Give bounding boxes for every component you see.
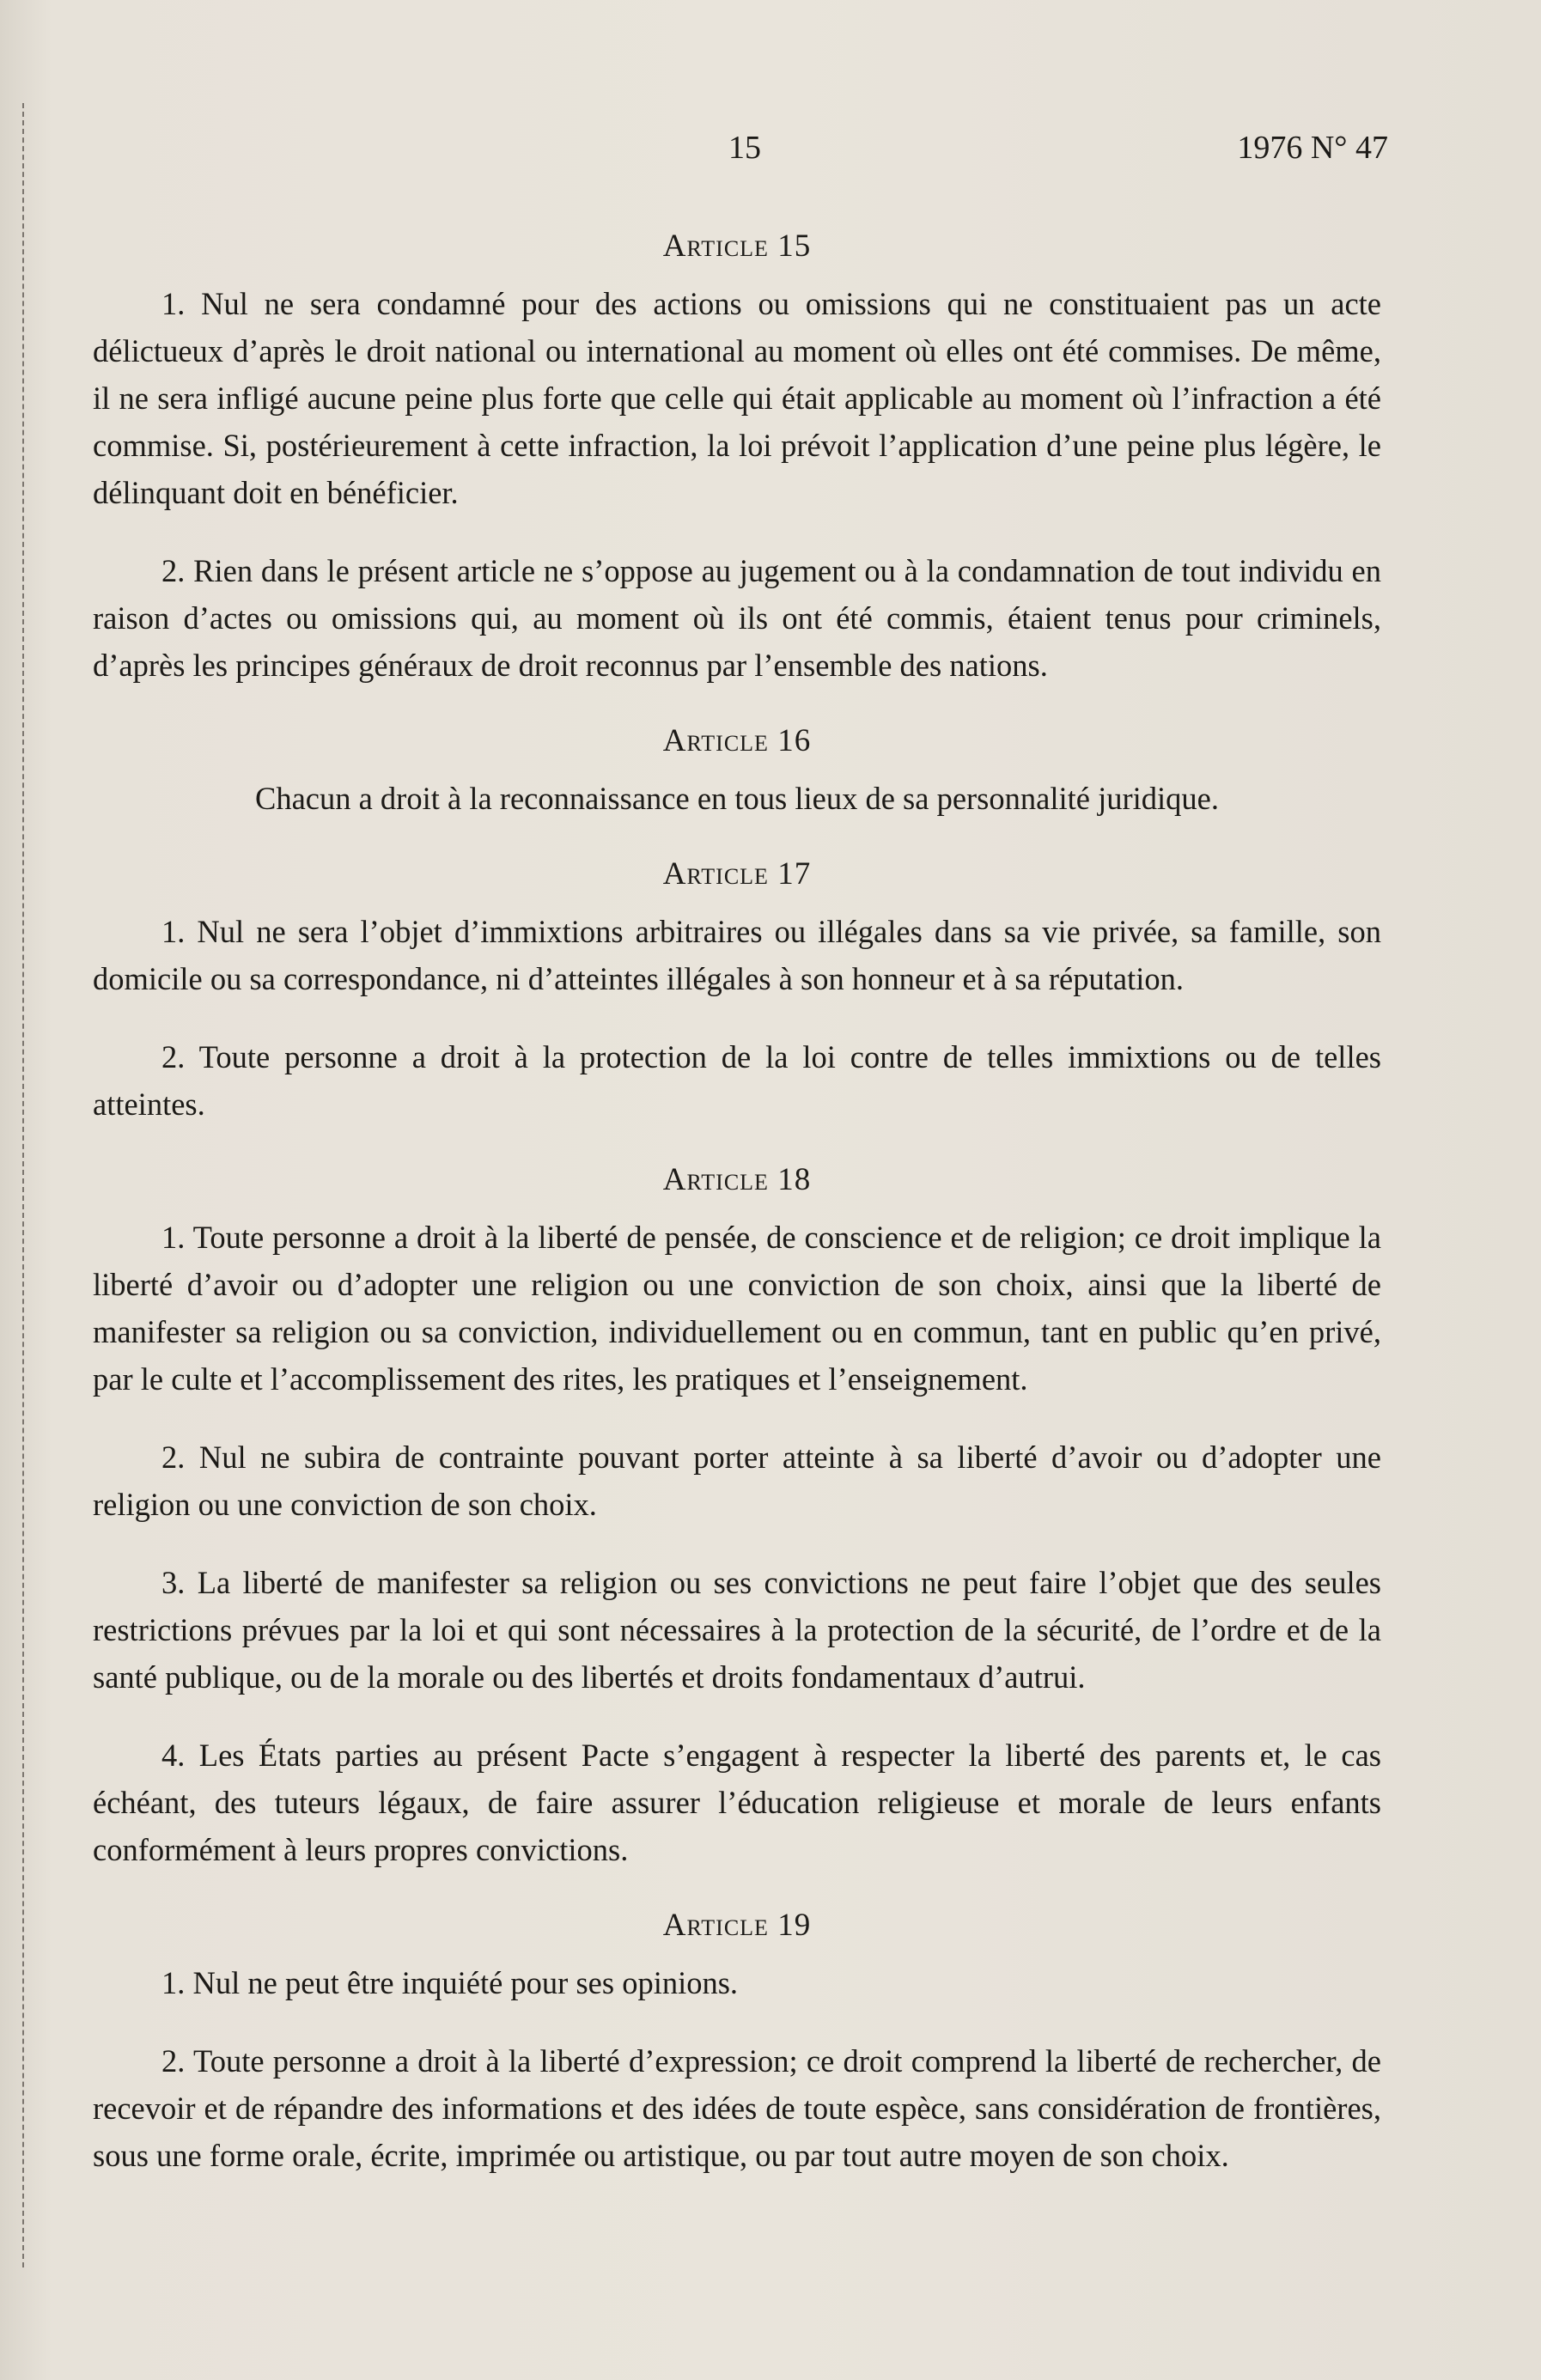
article-paragraph: 1. Nul ne sera condamné pour des actions ou omissions qui ne constituaient pas un acte délictueux d’après le droit national ou international au moment où elles ont été commises. De même, il ne sera infligé aucune peine plus forte que celle qui était applicable au moment où l’infraction a été commise. Si, postérieurement à cette infraction, la loi prévoit l’application d’une peine plus légère, le délinquant doit en bénéficier.: [93, 286, 1381, 510]
article-paragraph: Chacun a droit à la reconnaissance en tous lieux de sa personnalité juridique.: [254, 781, 1219, 816]
binding-edge: [22, 103, 29, 2267]
article-paragraph: 1. Nul ne sera l’objet d’immixtions arbitraires ou illégales dans sa vie privée, sa famille, son domicile ou sa correspondance, ni d’atteintes illégales à son honneur et à sa réputation.: [93, 914, 1381, 996]
page-header: [0, 129, 1541, 172]
document-reference: 1976 N° 47: [1237, 130, 1388, 166]
article-title: Article 16: [662, 723, 812, 758]
article-title: Article 15: [662, 228, 812, 264]
article-title: Article 17: [662, 856, 812, 892]
article-title: Article 19: [662, 1908, 812, 1943]
article-paragraph: 2. Rien dans le présent article ne s’oppose au jugement ou à la condamnation de tout individu en raison d’actes ou omissions qui, au moment où ils ont été commis, étaient tenus pour criminels, d’après les principes généraux de droit reconnus par l’ensemble des nations.: [93, 553, 1381, 683]
article-17: [93, 853, 1381, 1128]
article-paragraph: 2. Toute personne a droit à la protection de la loi contre de telles immixtions ou de telles atteintes.: [93, 1039, 1381, 1122]
page-body: [93, 225, 1381, 2179]
article-paragraph: 1. Toute personne a droit à la liberté de pensée, de conscience et de religion; ce droit implique la liberté d’avoir ou d’adopter une religion ou une conviction de son choix, ainsi que la liberté de manifester sa religion ou sa conviction, individuellement ou en commun, tant en public qu’en privé, par le culte et l’accomplissement des rites, les pratiques et l’enseignement.: [93, 1220, 1381, 1397]
article-19: [93, 1904, 1381, 2179]
article-16: [93, 720, 1381, 822]
article-18: [93, 1159, 1381, 1873]
page-number: 15: [728, 130, 761, 166]
article-title: Article 18: [662, 1162, 812, 1197]
article-paragraph: 1. Nul ne peut être inquiété pour ses opinions.: [161, 1965, 739, 2000]
article-paragraph: 2. Toute personne a droit à la liberté d’expression; ce droit comprend la liberté de rechercher, de recevoir et de répandre des informations et des idées de toute espèce, sans considération de frontières, sous une forme orale, écrite, imprimée ou artistique, ou par tout autre moyen de son choix.: [93, 2043, 1381, 2173]
article-paragraph: 4. Les États parties au présent Pacte s’engagent à respecter la liberté des parents et, le cas échéant, des tuteurs légaux, de faire assurer l’éducation religieuse et morale de leurs enfants conformément à leurs propres convictions.: [93, 1738, 1381, 1867]
article-paragraph: 2. Nul ne subira de contrainte pouvant porter atteinte à sa liberté d’avoir ou d’adopter une religion ou une conviction de son choix.: [93, 1440, 1381, 1522]
article-paragraph: 3. La liberté de manifester sa religion ou ses convictions ne peut faire l’objet que des seules restrictions prévues par la loi et qui sont nécessaires à la protection de la sécurité, de l’ordre et de la santé publique, ou de la morale ou des libertés et droits fondamentaux d’autrui.: [93, 1565, 1381, 1695]
article-15: [93, 225, 1381, 689]
